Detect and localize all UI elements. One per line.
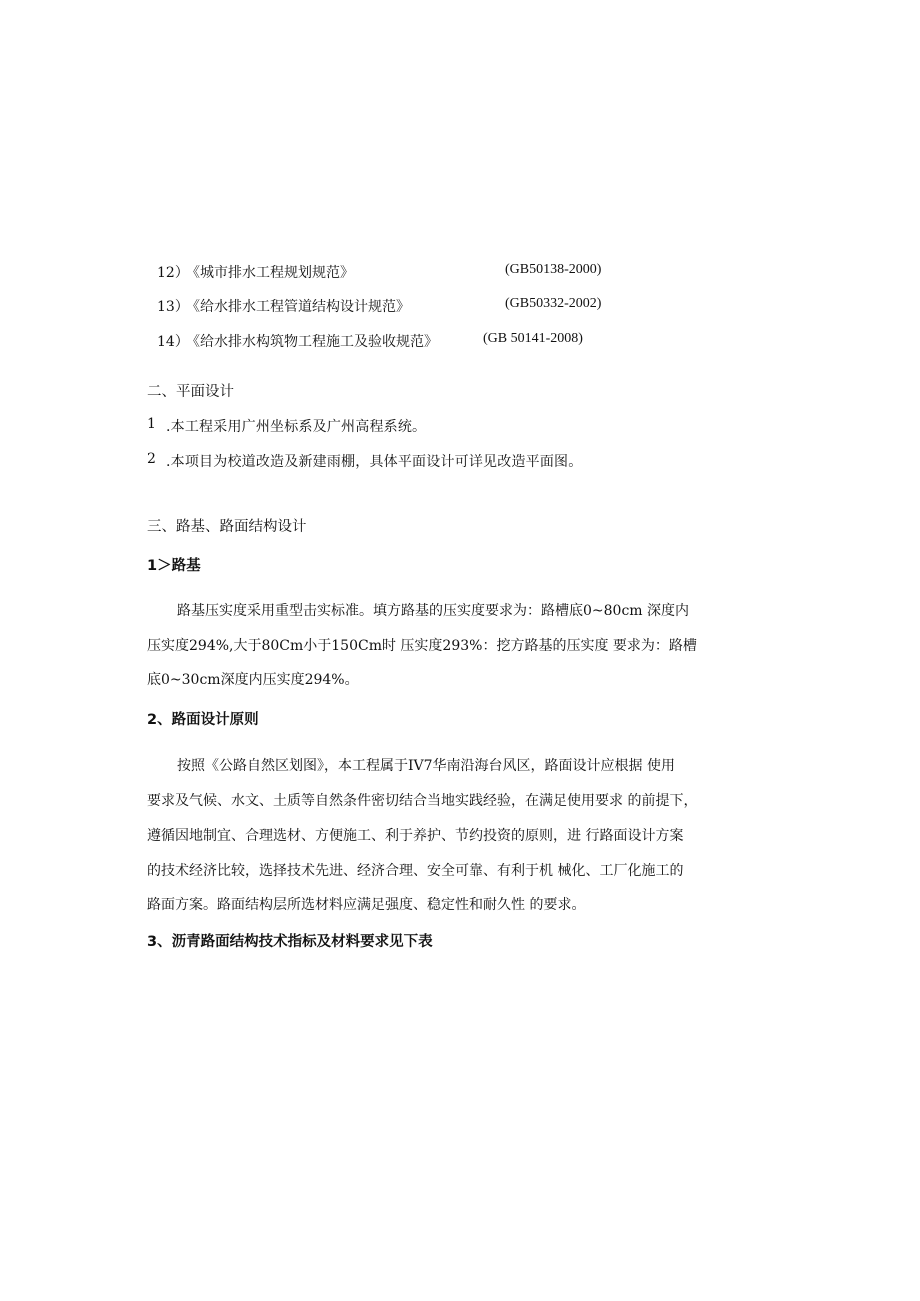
section-heading: 三、路基、路面结构设计 [147, 519, 307, 535]
reference-number: 14） [157, 334, 189, 350]
paragraph-line: 路面方案。路面结构层所选材料应满足强度、稳定性和耐久性 的要求。 [147, 897, 586, 913]
section-heading: 二、平面设计 [147, 384, 234, 400]
paragraph-line: 压实度294%,大于80Cm小于150Cm时 压实度293%：挖方路基的压实度 要求为：路槽 [147, 638, 697, 654]
reference-title: 《城市排水工程规划规范》 [186, 265, 354, 281]
paragraph-line: 的技术经济比较，选择技术先进、经济合理、安全可靠、有利于机 械化、工厂化施工的 [147, 863, 684, 879]
reference-number: 13） [157, 299, 189, 315]
item-text: .本工程采用广州坐标系及广州高程系统。 [166, 419, 427, 435]
paragraph-line: 要求及气候、水文、土质等自然条件密切结合当地实践经验，在满足使用要求 的前提下， [147, 793, 698, 809]
paragraph-line: 底0~30cm深度内压实度294%。 [147, 672, 359, 688]
reference-code: (GB 50141-2008) [483, 331, 583, 346]
reference-title: 《给水排水构筑物工程施工及验收规范》 [186, 334, 438, 350]
reference-code: (GB50332-2002) [505, 296, 602, 311]
reference-number: 12） [157, 265, 189, 281]
paragraph-line: 路基压实度采用重型击实标准。填方路基的压实度要求为：路槽底0~80cm 深度内 [177, 603, 690, 619]
paragraph-line: 遵循因地制宜、合理选材、方便施工、利于养护、节约投资的原则，进 行路面设计方案 [147, 828, 684, 844]
paragraph-pavement-principles [147, 755, 747, 915]
reference-title: 《给水排水工程管道结构设计规范》 [186, 299, 410, 315]
subsection-heading: 3、沥青路面结构技术指标及材料要求见下表 [147, 934, 433, 950]
paragraph-subgrade [147, 600, 747, 690]
reference-code: (GB50138-2000) [505, 262, 602, 277]
subsection-heading: 1＞路基 [147, 558, 201, 574]
item-text: .本项目为校道改造及新建雨棚，具体平面设计可详见改造平面图。 [166, 454, 583, 470]
paragraph-line: 按照《公路自然区划图》，本工程属于IV7华南沿海台风区，路面设计应根据 使用 [177, 758, 675, 774]
subsection-heading: 2、路面设计原则 [147, 712, 259, 728]
item-number: 1 [147, 416, 157, 432]
item-number: 2 [147, 451, 157, 467]
